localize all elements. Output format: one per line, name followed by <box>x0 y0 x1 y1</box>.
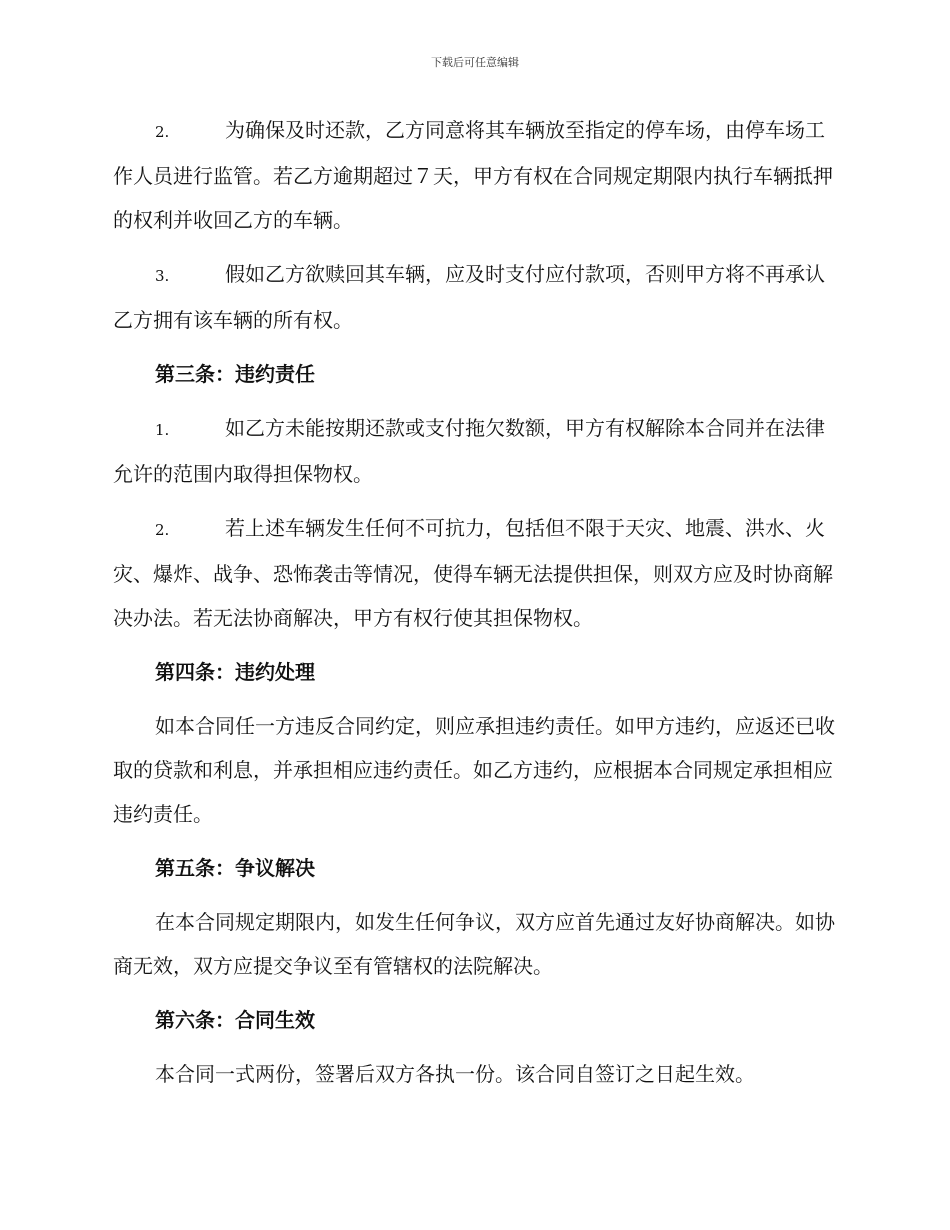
body-paragraph: 本合同一式两份，签署后双方各执一份。该合同自签订之日起生效。 <box>155 1062 755 1086</box>
section-heading: 第三条：违约责任 <box>155 362 315 386</box>
section-heading: 第五条：争议解决 <box>155 856 315 880</box>
item-number: 2. <box>155 521 170 539</box>
clause-item <box>113 108 837 242</box>
clause-item <box>113 406 837 496</box>
item-text: 假如乙方欲赎回其车辆，应及时支付应付款项，否则甲方将不再承认乙方拥有该车辆的所有权。 <box>113 262 825 332</box>
item-number: 3. <box>155 267 170 285</box>
item-text: 为确保及时还款，乙方同意将其车辆放至指定的停车场，由停车场工作人员进行监管。若乙方逾期超过７天，甲方有权在合同规定期限内执行车辆抵押的权利并收回乙方的车辆。 <box>113 118 833 232</box>
item-number: 2. <box>155 123 170 141</box>
document-body <box>113 108 837 1106</box>
body-paragraph: 如本合同任一方违反合同约定，则应承担违约责任。如甲方违约，应返还已收取的贷款和利息，并承担相应违约责任。如乙方违约，应根据本合同规定承担相应违约责任。 <box>113 714 835 826</box>
clause-item <box>113 252 837 342</box>
body-paragraph: 在本合同规定期限内，如发生任何争议，双方应首先通过友好协商解决。如协商无效，双方应提交争议至有管辖权的法院解决。 <box>113 910 835 978</box>
item-text: 如乙方未能按期还款或支付拖欠数额，甲方有权解除本合同并在法律允许的范围内取得担保物权。 <box>113 416 825 486</box>
section-heading: 第四条：违约处理 <box>155 660 315 684</box>
clause-item <box>113 506 837 640</box>
page-header: 下载后可任意编辑 <box>431 56 519 69</box>
section-heading: 第六条：合同生效 <box>155 1008 315 1032</box>
item-text: 若上述车辆发生任何不可抗力，包括但不限于天灾、地震、洪水、火灾、爆炸、战争、恐怖袭击等情况，使得车辆无法提供担保，则双方应及时协商解决办法。若无法协商解决，甲方有权行使其担保物权。 <box>113 516 833 630</box>
item-number: 1. <box>155 421 170 439</box>
